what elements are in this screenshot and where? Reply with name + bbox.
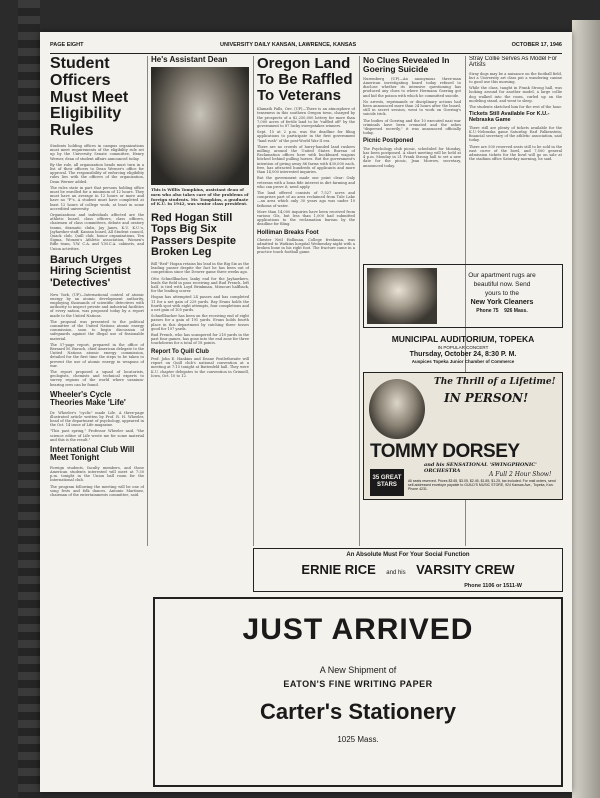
paragraph: Otto Schnellbacher, lanky end for the Jayhawkers, leads the field in pass receiving and Bud French, left half, is tied with Loyd Brinkman, Missouri halfback, for the leading scorer. [151, 276, 249, 294]
column-1 [50, 56, 144, 786]
article-stray-collie [469, 72, 562, 110]
cleaners-portrait [367, 268, 437, 324]
paragraph: "This past spring," Professor Wheeler said, "the science editor of Life wrote me for some material and this is the result." [50, 429, 144, 442]
article-picnic [363, 147, 461, 168]
headline-tickets: Tickets Still Available For K.U.-Nebraska Game [469, 111, 550, 123]
paragraph: Stray dogs may be a nuisance on the football field, but a University art class put a wandering canine to good use this morning. [469, 71, 562, 84]
dorsey-show-length: A Full 2 Hour Show! [489, 471, 552, 478]
paragraph: There still are plenty of tickets available for the K.U.-Nebraska game Saturday, Earl Falkenstein, financial secretary of the athletic association, said today. [469, 125, 562, 143]
article-goering [363, 77, 461, 136]
paragraph: Bill "Red" Hogan retains his lead in the Big Six as the leading passer despite the fact he has been out of competition since the Denver game three weeks ago. [151, 261, 249, 275]
auditorium-date: Thursday, October 24, 8:30 P. M. [409, 351, 517, 358]
column-rule [147, 56, 148, 546]
ad-tommy-dorsey [363, 372, 563, 500]
headline-quill-club: Report To Quill Club [151, 348, 209, 355]
paragraph: Bud French, who has scampered for 218 yards in the past four games, has gone into the end zone for three touchdowns for a total of 18 points. [151, 333, 249, 346]
page-number: PAGE EIGHT [50, 42, 84, 48]
rice-crew: VARSITY CREW [416, 562, 515, 577]
dorsey-band: and his SENSATIONAL 'SWINGPHONIC' ORCHESTRA [424, 462, 537, 474]
paragraph: No arrests, reprimands or disciplinary actions had been announced more than 24 hours after the board, still in secret session, went to work on Goering's suicide trick. [363, 99, 461, 117]
cleaners-line: Our apartment rugs are [468, 272, 536, 279]
arrived-line: EATON'S FINE WRITING PAPER [283, 679, 433, 689]
masthead-rule [50, 53, 562, 54]
article-baruch [50, 293, 144, 387]
cleaners-contact [444, 307, 560, 316]
paragraph: The bodies of Goering and the 10 executed nazi war criminals have been cremated and the ashes "dispersed secretly," it was announced officially today. [363, 118, 461, 136]
dorsey-name: TOMMY DORSEY [370, 441, 520, 462]
headline-stray-collie: Stray Collie Serves As Model For Artists [469, 56, 558, 69]
paragraph: The students sketched him for the rest of the hour. [469, 105, 562, 110]
photo-caption: This is Willis Tompkins, assistant dean of men who also takes care of the problems of foreign students. Mr. Tompkins, a graduate of K.U. in 1942, was senior class president. [151, 187, 249, 207]
auditorium-subtitle: IN POPULAR CONCERT [437, 345, 489, 350]
paragraph: Chester Neil Holliman, College freshman, was admitted to Watkins hospital Wednesday night with a broken bone in his right foot. The fracture came in a practice touch football game. [257, 237, 355, 255]
article-wheeler [50, 411, 144, 442]
paragraph: The report proposed a squad of locatorists, geologists, chemists and technical experts to survey regions of the world where uranium-bearing ores can be found. [50, 369, 144, 387]
paragraph: The program following the meeting will be one of song fests and folk dances. Antonio Martinez, chairman of the entertainments committee, said. [50, 484, 144, 497]
article-quill-club [151, 357, 249, 378]
paragraph: Sept. 15 at 2 p.m. was the deadline for filing applications to participate in the first government "land rush" of the post-World War II era. [257, 130, 355, 143]
store-address: 1025 Mass. [337, 735, 379, 744]
paragraph: The proposal was presented to the political committee of the United Nations atomic energy commission, soon to begin discussion of safeguards against the illegal use of fissionable material. [50, 319, 144, 341]
paragraph: Foreign students, faculty members, and those American students interested will meet at 7:30 p.m. tonight in the Union ball room for the International club. [50, 465, 144, 483]
binding-edge [18, 0, 40, 798]
paragraph: Prof. John E. Hankins and Deane Postlethwaite will report on Quill club's national convention at a meeting at 7:15 tonight at Battenfeld hall. They were K.U. chapter delegates to the convention in Grinnell, Iowa, Oct. 10 to 12. [151, 356, 249, 378]
article-hogan [151, 262, 249, 346]
column-4 [363, 56, 461, 256]
headline-international-club: International Club Will Meet Tonight [50, 444, 135, 463]
dorsey-prices: All seats reserved. Prices $3.65, $3.05, $2.45, $1.85, $1.25, tax included. For mail orders, send self-addressed envelope payable to GUILD'S MUSIC STORE, 924 Kansas Ave., Topeka, Kan. Phone 4231. [408, 479, 556, 492]
paragraph: More than 14,000 inquiries have been received from various GIs, but less than 1,000 had submitted applications to the reclamation bureau by the deadline for filing. [257, 209, 355, 227]
column-5 [469, 56, 562, 256]
paragraph: New York, (UP)—International control of atomic energy by an atomic development authority, employing thousands of scientific detectives with authority to inspect private and industrial facilities of every nation, was proposed today by a report made to the United Nations. [50, 292, 144, 318]
column-rule [253, 56, 254, 546]
article-eligibility [50, 144, 144, 251]
ad-carters-stationery [153, 597, 563, 787]
auditorium-title: MUNICIPAL AUDITORIUM, TOPEKA [391, 334, 535, 344]
paragraph: The rules state in part that persons holding office must be enrolled for a minimum of 12 hours. They must have an average in 12 hours or more and have no "F"s. A student must have completed at least 12 hours of college work, at least in some accredited university. [50, 185, 144, 211]
headline-oregon-land: Oregon Land To Be Raffled To Veterans [257, 56, 353, 104]
dorsey-stars-badge: 35 GREAT STARS [370, 469, 404, 496]
dorsey-portrait [369, 379, 425, 439]
article-tickets [469, 126, 562, 162]
ad-ernie-rice [253, 548, 563, 592]
rice-phone: Phone 1106 or 1511-W [464, 583, 522, 589]
paragraph: Students holding offices in campus organizations must meet requirements of the eligibility rule set up by the University Senate committee, Henry Werner, dean of student affairs announced today. [50, 143, 144, 161]
column-rule [359, 56, 360, 546]
headline-eligibility: Student Officers Must Meet Eligibility Rules [50, 56, 129, 140]
cleaners-address: 926 Mass. [504, 308, 528, 314]
paragraph: There are 500 reserved seats still to be sold in the east curve of the bowl, and 7,500 general admission tickets for the bowl will go on sale at the stadium office Saturday morning, he said. [469, 144, 562, 162]
paragraph: But the government made one point clear: Only veterans with a bona fide interest in dirt farming and who can prove it, need apply. [257, 176, 355, 189]
headline-holliman: Holliman Breaks Foot [257, 229, 319, 236]
headline-picnic: Picnic Postponed [363, 138, 414, 145]
paragraph: Schnellbacher has been on the receiving end of eight passes for a gain of 191 yards. Evans holds fourth place in this department by catching three tosses good for 107 yards. [151, 314, 249, 331]
ad-auditorium-header [363, 334, 563, 364]
rice-band-line [254, 561, 562, 579]
article-international-club [50, 466, 144, 497]
paper-name: UNIVERSITY DAILY KANSAN, LAWRENCE, KANSAS [220, 42, 357, 48]
rice-and: and his [386, 570, 406, 576]
headline-baruch: Baruch Urges Hiring Scientist 'Detectives' [50, 253, 131, 289]
headline-wheeler: Wheeler's Cycle Theories Make 'Life' [50, 389, 126, 408]
paragraph: Organizations and individuals affected are the athletic board, class officers, class officers, chairmen of class committees, debate and oratory teams, dramatic clubs, Jay Janes, K.U. K.U.'s, Jayhawker staff, Kansan board, All Student council, Quack club, Quill club, honor organizations, Ten Sigma, Women's Athletic association, Women's Rifle team, Y.W. C.A. and Y.M.C.A. cabinets, and Union activities. [50, 213, 144, 251]
headline-assistant-dean: He's Assistant Dean [151, 56, 228, 64]
paragraph: Hogan has attempted 24 passes and has completed 11 for a net gain of 229 yards. Ray Evans holds the fourth spot with eight attempts, four completions and a net gain of 105 yards. [151, 295, 249, 312]
dorsey-in-person: IN PERSON! [444, 391, 529, 405]
article-holliman [257, 238, 355, 255]
column-2 [151, 56, 249, 566]
portrait-photo [151, 67, 249, 185]
paragraph: The 57-page report, prepared in the office of Bernard M. Baruch, chief American delegate to the United Nations atomic energy commission, detailed for the first time the steps to be taken to prevent the use of atomic energy in weapons of war. [50, 342, 144, 368]
page-edge [572, 20, 600, 798]
arrived-headline: JUST ARRIVED [242, 613, 474, 646]
cleaners-copy [444, 271, 560, 316]
paragraph: Nuremberg (UP)—An anonymous three-man American investigating board today refused to disclose whether its intensive questioning has produced any clues to where Hermann Goering got and hid the poison with which he committed suicide. [363, 76, 461, 98]
rice-name: ERNIE RICE [301, 562, 376, 577]
cleaners-line: yours to the [485, 290, 519, 297]
paragraph: There are no crowds of hurry-handed land rushers milling around the United States Bureau of Reclamation offices here with buckboard wagons hitched behind pulling horses. But the government's intention of giving away 86 farms with $30,000 each, free, has attracted hundreds of applicants and more than 14,000 interested inquiries. [257, 144, 355, 175]
rice-tagline: An Absolute Must For Your Social Function [346, 552, 470, 558]
column-3 [257, 56, 355, 561]
headline-goering: No Clues Revealed In Goering Suicide [363, 56, 450, 74]
article-oregon-land [257, 107, 355, 226]
dorsey-tagline: The Thrill of a Lifetime! [434, 377, 556, 387]
cleaners-name: New York Cleaners [470, 299, 534, 306]
cleaners-phone: Phone 75 [476, 308, 499, 314]
issue-date: OCTOBER 17, 1946 [511, 42, 562, 48]
paragraph: Dr. Wheeler's "cyclic" made Life. A three-page illustrated article written by Prof. R. H. Wheeler, head of the department of psychology, appeared in the Oct. 14 issue of Life magazine. [50, 410, 144, 428]
paragraph: While the class, taught in Frank Strong hall, was looking around for another model, a large collie dog walked into the room, curled up on the modeling stand, and went to sleep. [469, 86, 562, 103]
cleaners-line: beautiful now. Send [473, 281, 531, 288]
store-name: Carter's Stationery [260, 699, 456, 724]
paragraph: Klamath Falls, Ore. (UP)—There is an atmosphere of tenseness in this southern Oregon town, charged by the prospects of a $2,250,000 lottery for more than 7,000 acres of fertile land to be "raffled off" by the government to 87 lucky sweepstakes winners. [257, 107, 355, 129]
paragraph: By the rule, all organization heads must turn in a list of their officers to Dean Werner's office for approval. The responsibility of enforcing eligibility rules lies with the officers of the organization, Dean Werner added. [50, 162, 144, 184]
headline-hogan: Red Hogan Still Tops Big Six Passers Despite Broken Leg [151, 211, 236, 259]
newspaper-page [40, 32, 572, 792]
paragraph: The Psychology club picnic, scheduled for Monday, has been postponed. A short meeting will be held at 4 p.m. Monday in 21 Frank Strong hall to set a new date for the picnic, Jean Morrow, secretary, announced today. [363, 146, 461, 168]
arrived-line: A New Shipment of [319, 665, 397, 675]
ad-new-york-cleaners [363, 264, 563, 328]
paragraph: The land offered consists of 7,527 acres and comprises part of an area reclaimed from Tule Lake—an area which only 30 years ago was under 10 fathoms of water. [257, 190, 355, 208]
masthead [50, 40, 562, 52]
auditorium-auspices: Auspices Topeka Junior Chamber of Commerce [411, 359, 515, 364]
